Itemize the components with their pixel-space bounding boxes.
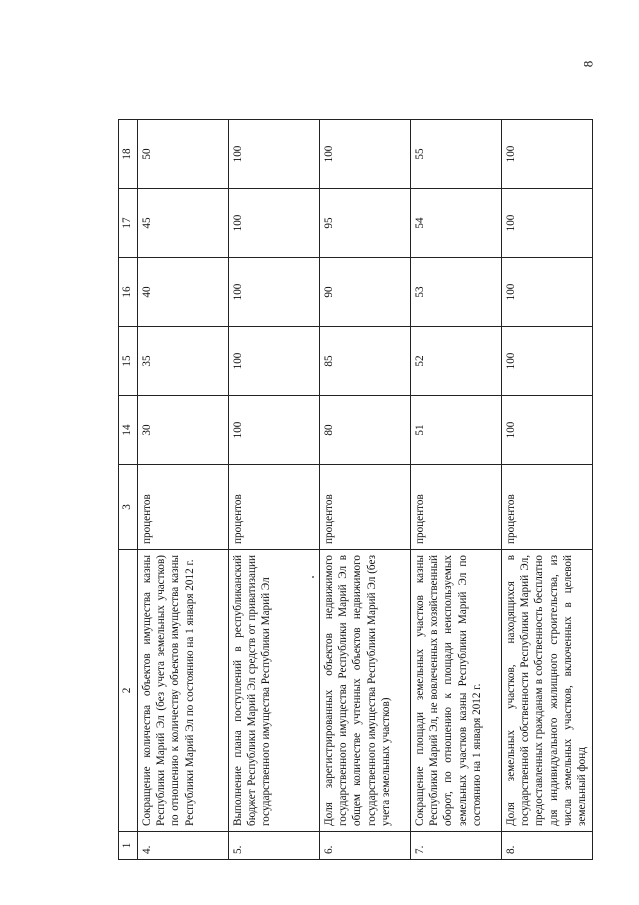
unit-cell: процентов <box>229 465 320 550</box>
table-row <box>229 120 320 860</box>
table-row <box>502 120 593 860</box>
header-cell-col1: 1 <box>119 832 138 860</box>
unit-cell: процентов <box>138 465 229 550</box>
header-cell-col2: 2 <box>119 550 138 832</box>
header-cell-col18: 18 <box>119 120 138 189</box>
value-cell: 45 <box>138 189 229 258</box>
header-cell-col15: 15 <box>119 327 138 396</box>
value-cell: 100 <box>502 258 593 327</box>
unit-cell: процентов <box>320 465 411 550</box>
value-cell: 100 <box>502 120 593 189</box>
header-cell-col14: 14 <box>119 396 138 465</box>
row-number: 5. <box>229 832 320 860</box>
value-cell: 53 <box>411 258 502 327</box>
value-cell: 100 <box>229 327 320 396</box>
value-cell: 55 <box>411 120 502 189</box>
indicator-name: Доля земельных участков, находящихся в государственной собственности Республики Марий Эл, предоставленных гражданам в собственность бесплатно для индивидуального жилищного строительства, из числа земельных участков, включенных в целевой земельный фонд <box>502 550 593 832</box>
indicator-table-container <box>118 120 589 860</box>
value-cell: 52 <box>411 327 502 396</box>
value-cell: 85 <box>320 327 411 396</box>
page-number: 8 <box>579 60 595 68</box>
indicator-name: Доля зарегистрированных объектов недвижимого государственного имущества Республики Марий Эл в общем количестве учтенных объектов недвижимого государственного имущества Республики Марий Эл (без учета земельных участков) <box>320 550 411 832</box>
indicator-name: Выполнение плана поступлений в республиканский бюджет Республики Марий Эл средств от приватизации государственного имущества Республики Марий Эл <box>229 550 320 832</box>
header-row <box>119 120 138 860</box>
unit-cell: процентов <box>411 465 502 550</box>
value-cell: 40 <box>138 258 229 327</box>
header-cell-col17: 17 <box>119 189 138 258</box>
row-number: 6. <box>320 832 411 860</box>
value-cell: 54 <box>411 189 502 258</box>
value-cell: 100 <box>229 120 320 189</box>
row-number: 8. <box>502 832 593 860</box>
indicator-name: Сокращение количества объектов имущества казны Республики Марий Эл (без учета земельных участков) по отношению к количеству объектов имущества казны Республики Марий Эл по состоянию на 1 января 2012 г. <box>138 550 229 832</box>
value-cell: 100 <box>229 189 320 258</box>
table-row <box>320 120 411 860</box>
value-cell: 51 <box>411 396 502 465</box>
value-cell: 95 <box>320 189 411 258</box>
value-cell: 80 <box>320 396 411 465</box>
header-cell-col3: 3 <box>119 465 138 550</box>
indicator-name: Сокращение площади земельных участков казны Республики Марий Эл, не вовлеченных в хозяйственный оборот, по отношению к площади неиспользуемых земельных участков казны Республики Марий Эл по состоянию на 1 января 2012 г. <box>411 550 502 832</box>
table-row <box>411 120 502 860</box>
value-cell: 35 <box>138 327 229 396</box>
value-cell: 100 <box>502 189 593 258</box>
value-cell: 90 <box>320 258 411 327</box>
value-cell: 50 <box>138 120 229 189</box>
value-cell: 100 <box>502 396 593 465</box>
row-number: 4. <box>138 832 229 860</box>
value-cell: 30 <box>138 396 229 465</box>
table-row <box>138 120 229 860</box>
stray-dot <box>312 576 314 578</box>
value-cell: 100 <box>320 120 411 189</box>
header-cell-col16: 16 <box>119 258 138 327</box>
indicator-table <box>118 119 593 860</box>
row-number: 7. <box>411 832 502 860</box>
value-cell: 100 <box>502 327 593 396</box>
value-cell: 100 <box>229 396 320 465</box>
unit-cell: процентов <box>502 465 593 550</box>
value-cell: 100 <box>229 258 320 327</box>
